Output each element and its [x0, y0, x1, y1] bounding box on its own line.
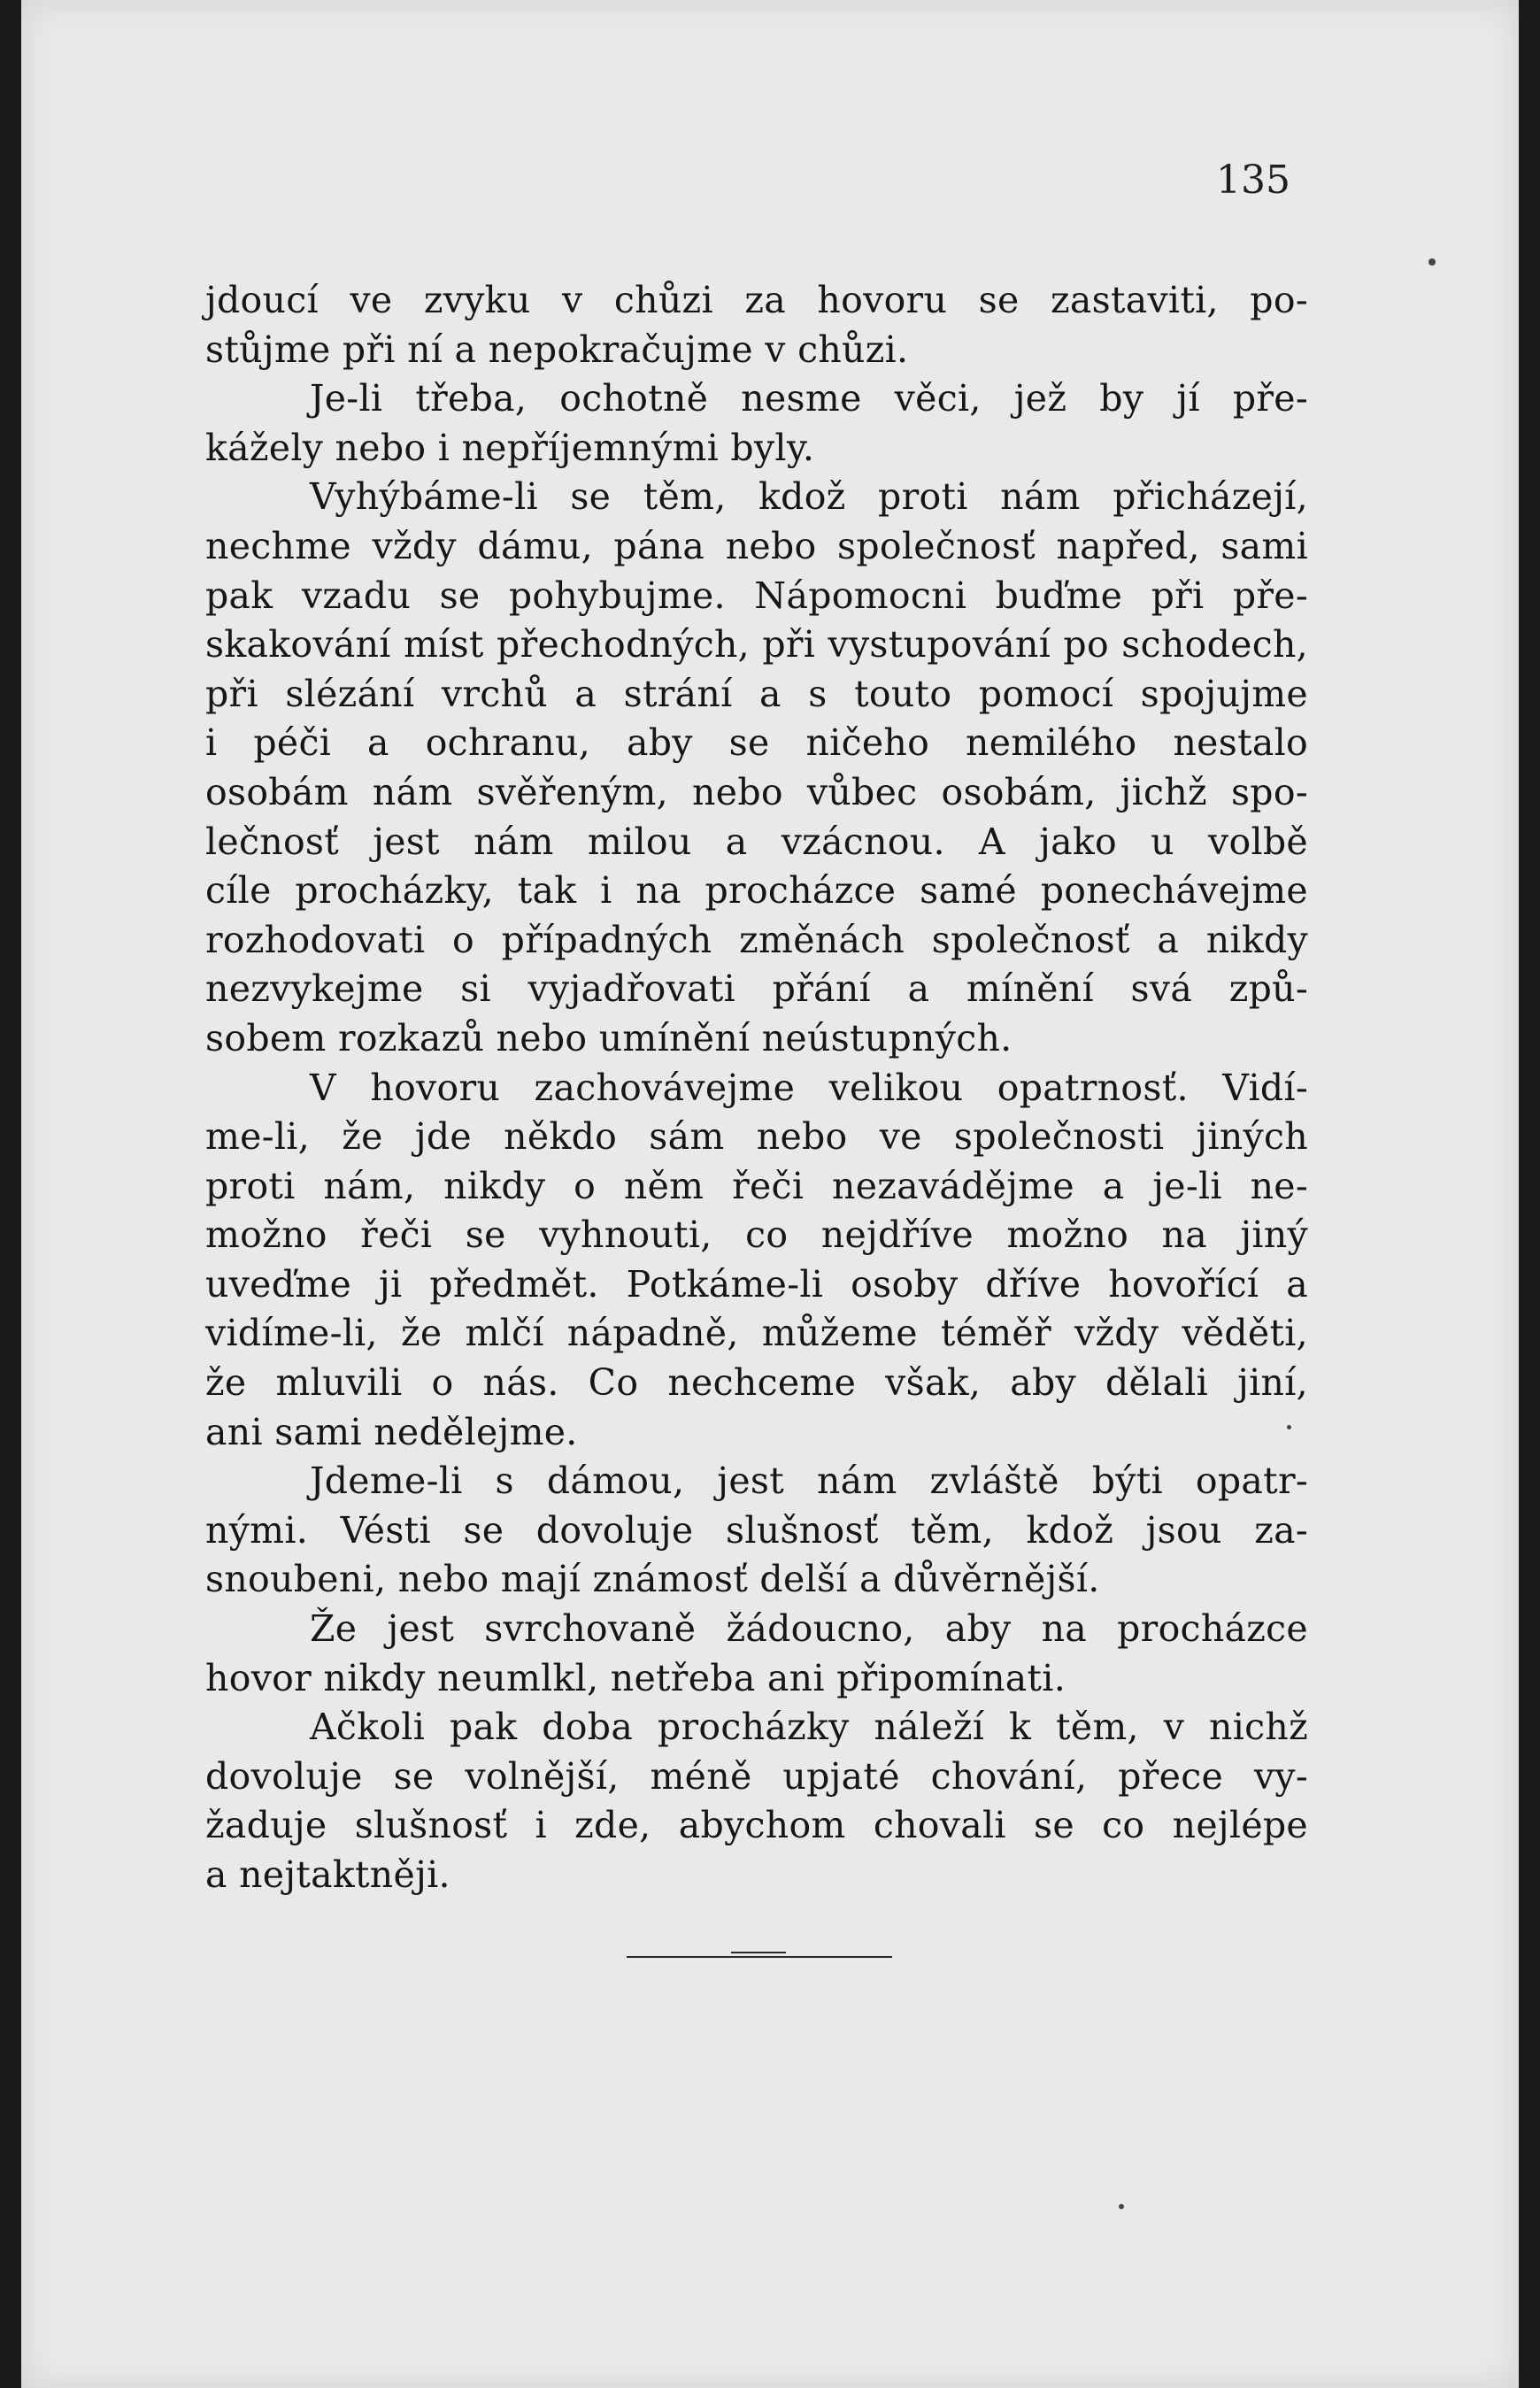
- paragraph: [205, 1457, 1308, 1605]
- text-line: že mluvili o nás. Co nechceme však, aby dělali jiní,: [205, 1361, 1308, 1405]
- text-line: Že jest svrchovaně žádoucno, aby na procházce: [310, 1607, 1308, 1651]
- text-line: Ačkoli pak doba procházky náleží k těm, v nichž: [310, 1706, 1308, 1749]
- text-line: Je-li třeba, ochotně nesme věci, jež by jí pře-: [310, 377, 1308, 420]
- text-line: kážely nebo i nepříjemnými byly.: [205, 426, 815, 469]
- paragraph: [205, 1605, 1308, 1703]
- text-line: rozhodovati o případných změnách společnosť a nikdy: [205, 918, 1308, 961]
- text-line: vidíme-li, že mlčí nápadně, můžeme téměř vždy věděti,: [205, 1312, 1308, 1355]
- text-line: cíle procházky, tak i na procházce samé ponechávejme: [205, 869, 1308, 913]
- print-speck: [1428, 258, 1436, 266]
- paragraph: [205, 374, 1308, 473]
- text-line: při slézání vrchů a strání a s touto pomocí spojujme: [205, 672, 1308, 715]
- text-line: nými. Vésti se dovoluje slušnosť těm, kdož jsou za-: [205, 1508, 1308, 1552]
- paragraph: [205, 1064, 1308, 1458]
- text-line: hovor nikdy neumlkl, netřeba ani připomínati.: [205, 1656, 1066, 1699]
- text-line: nezvykejme si vyjadřovati přání a mínění svá způ-: [205, 967, 1308, 1011]
- section-end-rule: [627, 1956, 892, 1958]
- text-line: ani sami nedělejme.: [205, 1410, 578, 1453]
- text-line: žaduje slušnosť i zde, abychom chovali se co nejlépe: [205, 1804, 1308, 1847]
- page-number: 135: [1216, 158, 1290, 203]
- text-line: dovoluje se volnější, méně upjaté chování, přece vy-: [205, 1754, 1308, 1798]
- text-line: stůjme při ní a nepokračujme v chůzi.: [205, 327, 909, 371]
- text-line: me-li, že jde někdo sám nebo ve společnosti jiných: [205, 1115, 1308, 1159]
- paragraph: [205, 276, 1308, 374]
- text-line: pak vzadu se pohybujme. Nápomocni buďme při pře-: [205, 574, 1308, 617]
- text-line: V hovoru zachovávejme velikou opatrnosť. Vidí-: [310, 1066, 1308, 1109]
- text-line: uveďme ji předmět. Potkáme-li osoby dříve hovořící a: [205, 1262, 1308, 1306]
- text-line: i péči a ochranu, aby se ničeho nemilého nestalo: [205, 721, 1308, 765]
- print-speck: [1119, 2204, 1124, 2209]
- text-line: možno řeči se vyhnouti, co nejdříve možno na jiný: [205, 1213, 1308, 1257]
- text-line: osobám nám svěřeným, nebo vůbec osobám, jichž spo-: [205, 770, 1308, 813]
- text-line: Vyhýbáme-li se těm, kdož proti nám přicházejí,: [310, 475, 1308, 519]
- text-line: sobem rozkazů nebo umínění neústupných.: [205, 1016, 1013, 1059]
- text-line: Jdeme-li s dámou, jest nám zvláště býti opatr-: [310, 1460, 1308, 1503]
- paragraph: [205, 473, 1308, 1063]
- text-line: snoubeni, nebo mají známosť delší a důvěrnější.: [205, 1558, 1100, 1601]
- paragraph: [205, 1703, 1308, 1899]
- text-line: jdoucí ve zvyku v chůzi za hovoru se zastaviti, po-: [205, 279, 1308, 321]
- text-line: proti nám, nikdy o něm řeči nezavádějme a je-li ne-: [205, 1164, 1308, 1207]
- print-speck: [1287, 1425, 1291, 1429]
- text-line: lečnosť jest nám milou a vzácnou. A jako u volbě: [205, 820, 1308, 863]
- text-line: a nejtaktněji.: [205, 1853, 450, 1896]
- book-page: [21, 0, 1519, 2388]
- text-line: nechme vždy dámu, pána nebo společnosť napřed, sami: [205, 524, 1308, 567]
- body-text: [205, 276, 1308, 1900]
- text-line: skakování míst přechodných, při vystupování po schodech,: [205, 623, 1308, 666]
